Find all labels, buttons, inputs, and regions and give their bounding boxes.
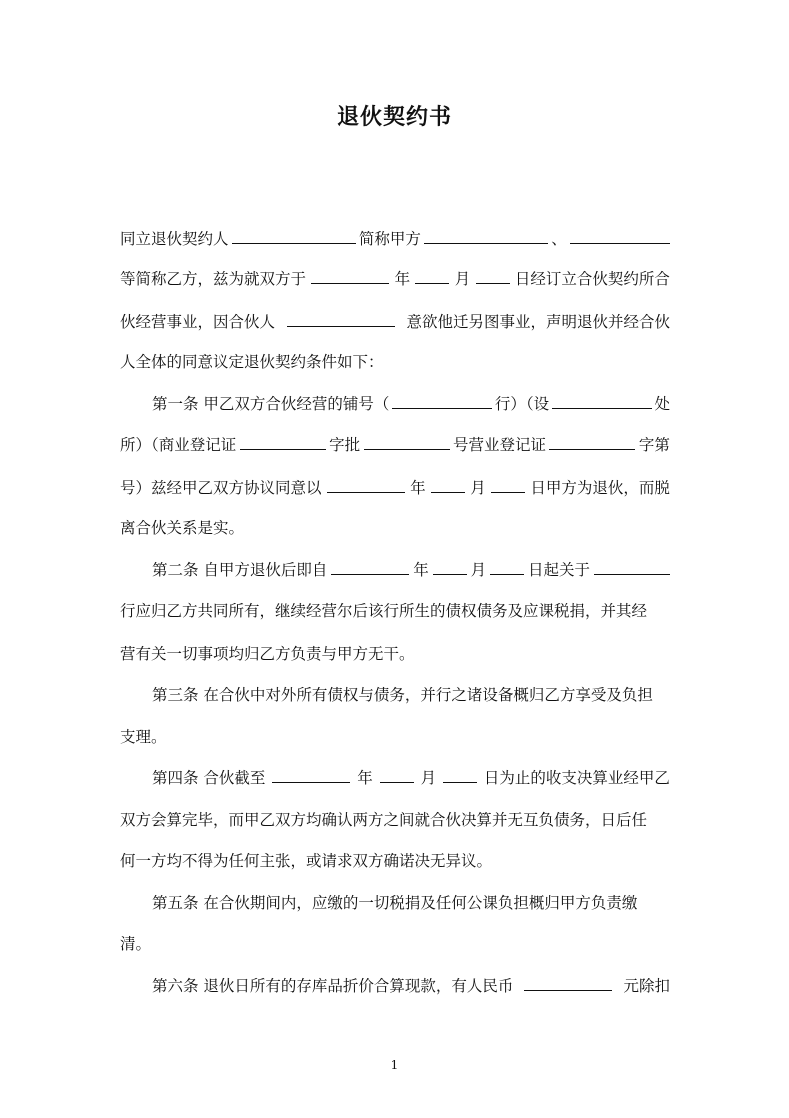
fill-blank [331,557,409,575]
fill-blank [327,475,405,493]
fill-blank [364,432,450,450]
fill-blank [392,391,492,409]
fill-blank [476,266,510,284]
clause-5-line: 第五条 在合伙期间内，应缴的一切税捐及任何公课负担概归甲方负责缴 [152,894,638,912]
paragraph-line: 营有关一切事项均归乙方负责与甲方无干。 [120,645,415,663]
paragraph-line: 清。 [120,935,152,953]
fill-blank [524,973,612,991]
fill-blank [549,432,635,450]
paragraph-line: 等简称乙方，兹为就双方于 年 月 日经订立合伙契约所合 [120,266,670,292]
fill-blank [240,432,326,450]
clause-1-line: 第一条 甲乙双方合伙经营的铺号（ 行）（设 处 [152,391,670,417]
paragraph-line: 离合伙关系是实。 [120,519,245,537]
fill-blank [594,557,670,575]
fill-blank [491,475,525,493]
fill-blank [415,266,449,284]
paragraph-line: 双方会算完毕，而甲乙双方均确认两方之间就合伙决算并无互负债务，日后任 [120,811,648,829]
fill-blank [433,557,467,575]
fill-blank [272,765,350,783]
paragraph-line: 人全体的同意议定退伙契约条件如下： [120,353,384,371]
fill-blank [490,557,524,575]
clause-4-line: 第四条 合伙截至 年 月 日为止的收支决算业经甲乙 [152,765,670,791]
fill-blank [431,475,465,493]
paragraph-line: 号）兹经甲乙双方协议同意以 年 月 日甲方为退伙，而脱 [120,475,670,501]
paragraph-line: 伙经营事业，因合伙人 意欲他迁另图事业，声明退伙并经合伙 [120,309,670,335]
fill-blank [232,226,356,244]
clause-2-line: 第二条 自甲方退伙后即自 年 月 日起关于 [152,557,670,583]
fill-blank [570,226,670,244]
document-title: 退伙契约书 [336,104,452,130]
paragraph-line: 支理。 [120,728,167,746]
paragraph-line: 同立退伙契约人 简称甲方 、 [120,226,670,252]
paragraph-line: 所）（商业登记证 字批 号营业登记证 字第 [120,432,670,458]
clause-3-line: 第三条 在合伙中对外所有债权与债务，并行之诸设备概归乙方享受及负担 [152,686,653,704]
fill-blank [443,765,477,783]
paragraph-line: 行应归乙方共同所有，继续经营尔后该行所生的债权债务及应课税捐，并其经 [120,602,648,620]
fill-blank [380,765,414,783]
fill-blank [552,391,652,409]
fill-blank [311,266,389,284]
paragraph-line: 何一方均不得为任何主张，或请求双方确诺决无异议。 [120,852,493,870]
fill-blank [424,226,548,244]
clause-6-line: 第六条 退伙日所有的存库品折价合算现款，有人民币 元除扣 [152,973,670,999]
page-number: 1 [390,1058,399,1072]
fill-blank [287,309,395,327]
